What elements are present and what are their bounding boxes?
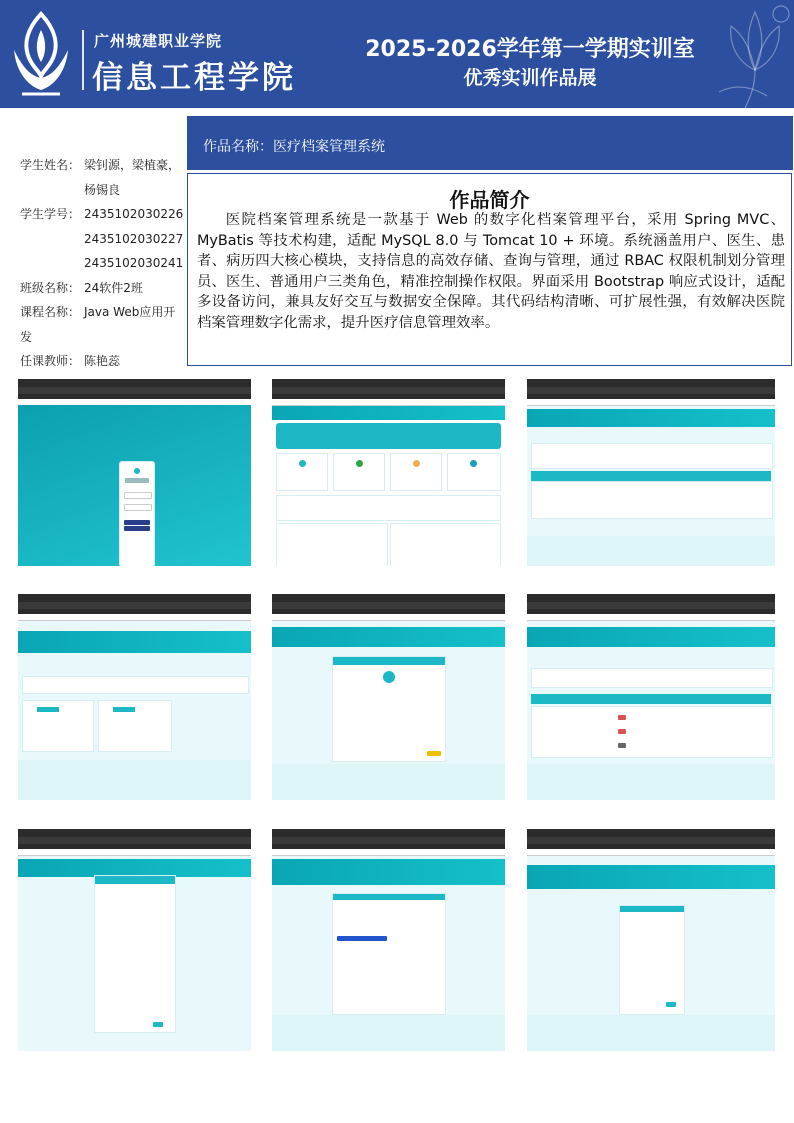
screenshot-doctors	[18, 594, 251, 800]
screenshot-records	[527, 379, 775, 566]
page-header	[0, 0, 794, 108]
class-value: 24软件2班	[84, 280, 143, 295]
student-name-row	[20, 153, 190, 178]
screenshot-dashboard	[272, 379, 505, 566]
course-value-line1: Java Web应用开	[84, 305, 176, 319]
login-card	[119, 461, 155, 566]
student-id-label: 学生学号：	[20, 207, 81, 221]
student-id-1: 2435102030226	[84, 207, 184, 221]
logo-divider	[82, 30, 84, 90]
school-name: 广州城建职业学院	[94, 32, 223, 50]
course-value-line2: 发	[20, 329, 33, 344]
student-info	[20, 153, 190, 374]
exhibition-title: 2025-2026学年第一学期实训室	[365, 37, 695, 62]
screenshot-record-form	[18, 829, 251, 1051]
work-name-bar	[187, 116, 793, 170]
teacher-value: 陈艳蕊	[84, 354, 121, 368]
student-name-label: 学生姓名：	[20, 158, 81, 172]
student-id-3: 2435102030241	[84, 256, 184, 270]
student-names-line2: 杨锡良	[84, 182, 121, 197]
college-logo	[8, 10, 74, 98]
intro-body: 医院档案管理系统是一款基于 Web 的数字化档案管理平台，采用 Spring MVC、MyBatis 等技术构建，适配 MySQL 8.0 与 Tomcat 10 + 环境。系统涵盖用户、医生、患者、病历四大核心模块，支持信息的高效存储、查询与管理，通过 RBAC 权限机制划分管理员、医生、普通用户三类角色，精准控制操作权限。界面采用 Bootstrap 响应式设计，适配多设备访问，兼具友好交互与数据安全保障。其代码结构清晰、可扩展性强，有效解决医院档案管理数字化需求，提升医疗信息管理效率。	[197, 212, 785, 331]
lotus-decoration-icon	[715, 0, 794, 108]
screenshot-login	[18, 379, 251, 566]
exhibition-subtitle: 优秀实训作品展	[463, 67, 597, 89]
class-row	[20, 276, 190, 301]
course-label: 课程名称：	[20, 305, 81, 319]
teacher-row	[20, 349, 190, 374]
student-names-line1: 梁钊源，梁植豪，	[84, 158, 181, 172]
college-name: 信息工程学院	[92, 60, 296, 96]
course-row	[20, 300, 190, 325]
screenshot-dropdown-form	[272, 829, 505, 1051]
screenshot-patient-detail	[272, 594, 505, 800]
class-label: 班级名称：	[20, 280, 81, 295]
screenshot-user-form	[527, 829, 775, 1051]
intro-heading: 作品简介	[449, 188, 530, 212]
teacher-label: 任课教师：	[20, 354, 81, 368]
student-name-row-2	[20, 178, 190, 203]
work-intro-box	[187, 173, 792, 366]
student-id-2: 2435102030227	[84, 231, 184, 246]
work-name: 作品名称：医疗档案管理系统	[203, 139, 385, 155]
student-id-row	[20, 202, 190, 227]
screenshot-users	[527, 594, 775, 800]
